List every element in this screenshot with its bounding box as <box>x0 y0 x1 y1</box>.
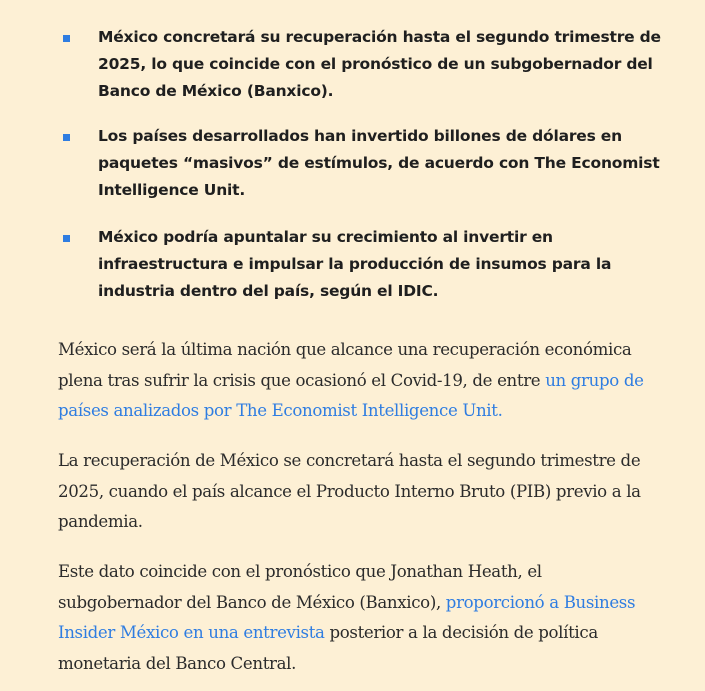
key-point-text: México podría apuntalar su crecimiento al invertir en infraestructura e impulsar la producción de insumos para la industria dentro del país, según el IDIC. <box>98 228 612 300</box>
key-point-item <box>0 224 705 305</box>
square-bullet-icon <box>63 235 70 242</box>
economist-countries-link[interactable]: un grupo de países analizados por The Economist Intelligence Unit. <box>58 370 644 420</box>
square-bullet-icon <box>63 134 70 141</box>
paragraph-recovery-date <box>58 446 668 538</box>
key-point-text: Los países desarrollados han invertido billones de dólares en paquetes “masivos” de estímulos, de acuerdo con The Economist Intelligence Unit. <box>98 127 660 199</box>
key-point-item <box>0 24 705 105</box>
key-point-text: México concretará su recuperación hasta el segundo trimestre de 2025, lo que coincide con el pronóstico de un subgobernador del Banco de México (Banxico). <box>98 28 661 100</box>
business-insider-interview-link[interactable]: proporcionó a Business Insider México en una entrevista <box>58 592 636 642</box>
key-point-item <box>0 123 705 204</box>
paragraph-recovery-ranking <box>58 335 668 427</box>
square-bullet-icon <box>63 35 70 42</box>
paragraph-text: Este dato coincide con el pronóstico que Jonathan Heath, el subgobernador del Banco de México (Banxico), <box>58 562 542 612</box>
paragraph-banxico-forecast <box>58 557 668 679</box>
paragraph-text: posterior a la decisión de política monetaria del Banco Central. <box>58 623 598 673</box>
paragraph-text: La recuperación de México se concretará hasta el segundo trimestre de 2025, cuando el país alcance el Producto Interno Bruto (PIB) previo a la pandemia. <box>58 451 641 531</box>
paragraph-text: México será la última nación que alcance una recuperación económica plena tras sufrir la crisis que ocasionó el Covid-19, de entre <box>58 340 632 390</box>
